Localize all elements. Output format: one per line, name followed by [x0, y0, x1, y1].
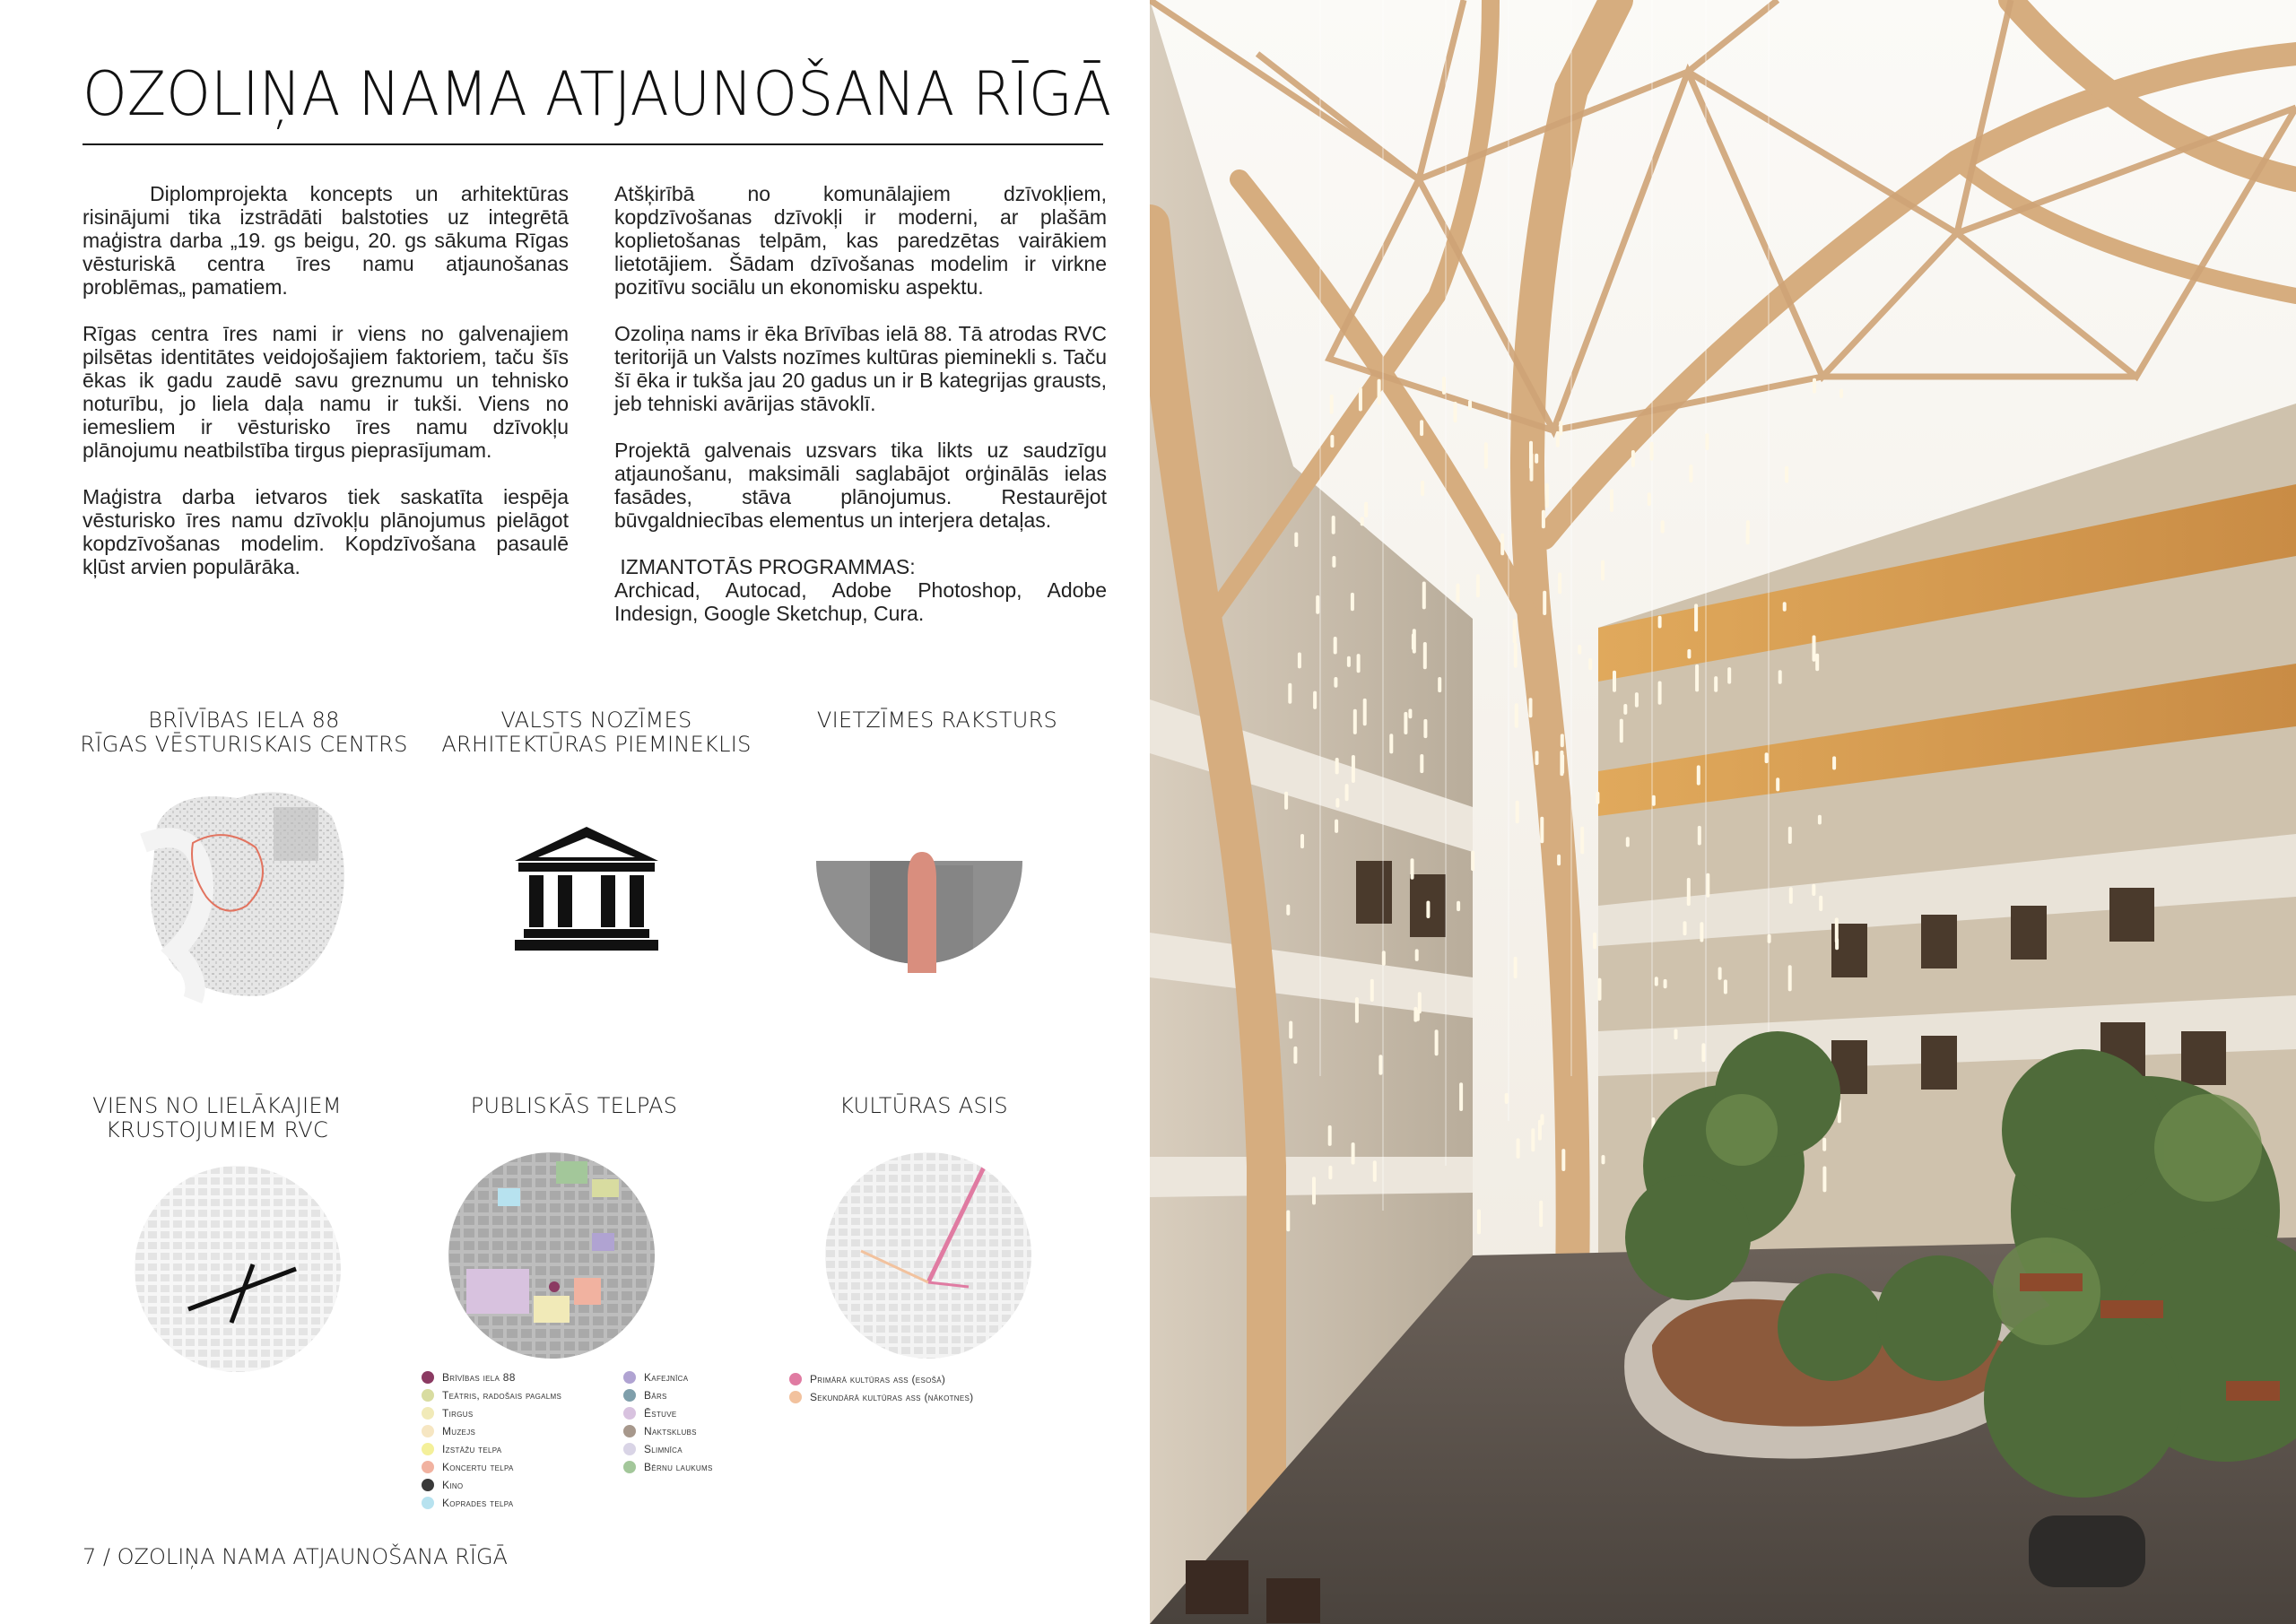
hanging-light	[1687, 878, 1691, 906]
hanging-light	[1330, 395, 1334, 414]
atrium-render-image	[1150, 0, 2296, 1624]
hanging-light	[1373, 1160, 1377, 1182]
hanging-light	[1352, 755, 1355, 783]
legend-swatch	[422, 1443, 434, 1455]
hanging-light	[1514, 957, 1518, 978]
hanging-light	[1746, 529, 1750, 545]
hanging-light	[1286, 1211, 1290, 1232]
hanging-light	[1335, 758, 1339, 774]
hanging-light	[1471, 851, 1474, 872]
hanging-light	[1822, 1167, 1826, 1193]
legend-swatch	[623, 1407, 636, 1420]
hanging-light	[1601, 560, 1605, 581]
hanging-light	[1543, 591, 1546, 615]
legend-item	[422, 1368, 561, 1386]
paragraph: Projektā galvenais uzsvars tika likts uz saudzīgu atjaunošanu, maksimāli saglabājot orģinālās ielas fasādes, stāva plānojumus. Restaurējot būvgaldniecības elementus un interjera detaļas.	[614, 439, 1107, 532]
legend-swatch	[623, 1371, 636, 1384]
legend-swatch	[623, 1443, 636, 1455]
text-column-right	[614, 182, 1107, 625]
hanging-light	[1515, 703, 1518, 727]
hanging-light	[1531, 1128, 1535, 1151]
legend-item	[623, 1386, 713, 1404]
hanging-light	[1655, 977, 1658, 986]
hanging-light	[1714, 676, 1718, 692]
hanging-light	[1389, 734, 1393, 753]
legend-item	[422, 1404, 561, 1422]
legend-label: Naktsklubs	[644, 1425, 697, 1437]
hanging-light	[1695, 664, 1699, 692]
hanging-light	[1298, 653, 1301, 669]
hanging-light	[1839, 389, 1843, 399]
hanging-light	[1706, 873, 1709, 898]
caption-monument: VALSTS NOZĪMES ARHITEKTŪRAS PIEMINEKLIS	[441, 708, 752, 757]
hanging-light	[1335, 798, 1339, 808]
hanging-light	[1694, 604, 1698, 631]
legend-culture	[789, 1370, 973, 1406]
hanging-light	[1623, 704, 1627, 715]
historic-centre-map	[139, 771, 354, 1004]
legend-item	[422, 1476, 561, 1494]
legend-item	[623, 1404, 713, 1422]
hanging-light	[1598, 978, 1602, 1001]
hanging-light	[1468, 400, 1472, 410]
hanging-light	[1421, 481, 1424, 496]
hanging-light	[1361, 517, 1364, 525]
legend-public-right	[623, 1368, 713, 1476]
paragraph: Ozoliņa nams ir ēka Brīvības ielā 88. Tā atrodas RVC teritorijā un Valsts nozīmes kultūras pieminekli s. Taču šī ēka ir tukša jau 20 gadus un ir B kategrijas grausts, jeb tehniski avārijas stāvoklī.	[614, 322, 1107, 415]
hanging-light	[1313, 691, 1317, 709]
hanging-light	[1540, 817, 1544, 844]
hanging-light	[1359, 387, 1362, 411]
legend-item	[623, 1458, 713, 1476]
hanging-light	[1476, 574, 1480, 597]
hanging-light	[1345, 784, 1349, 801]
hanging-light	[1500, 534, 1504, 556]
hanging-light	[1626, 837, 1630, 847]
hanging-light	[1330, 435, 1334, 447]
hanging-light	[1422, 582, 1426, 610]
hanging-light	[1529, 441, 1533, 469]
paragraph: Diplomprojekta koncepts un arhitektūras risinājumi tika izstrādāti balstoties uz integrētā maģistra darba „19. gs beigu, 20. gs sākuma Rīgas vēsturiskā centra īres namu atjaunošanas problēmas„ pamatiem.	[83, 182, 569, 299]
legend-item	[789, 1388, 973, 1406]
hanging-light	[1438, 677, 1441, 692]
legend-item	[422, 1422, 561, 1440]
hanging-light	[1813, 635, 1816, 661]
title-underline	[83, 143, 1103, 145]
legend-swatch	[623, 1425, 636, 1437]
hanging-light	[1404, 712, 1407, 734]
hanging-light	[1727, 667, 1731, 684]
legend-swatch	[789, 1373, 802, 1385]
hanging-light	[1535, 751, 1539, 765]
hanging-light	[1382, 951, 1386, 966]
legend-swatch	[623, 1461, 636, 1473]
hanging-light	[1602, 1155, 1605, 1164]
legend-swatch	[422, 1497, 434, 1509]
hanging-light	[1819, 896, 1822, 911]
hanging-light	[1505, 1093, 1509, 1104]
paragraph: Maģistra darba ietvaros tiek saskatīta iespēja vēsturisko īres namu dzīvokļu plānojumus pielāgot kopdzīvošanas modelim. Kopdzīvošana pasaulē kļūst arvien populārāka.	[83, 485, 569, 578]
hanging-light	[1788, 827, 1792, 844]
hanging-light	[1658, 616, 1662, 629]
hanging-light	[1539, 1201, 1543, 1228]
legend-swatch	[422, 1389, 434, 1402]
hanging-light	[1484, 442, 1488, 468]
hanging-light	[1746, 520, 1750, 530]
hanging-light	[1705, 433, 1709, 450]
hanging-light	[1813, 378, 1816, 394]
hanging-light	[1785, 466, 1788, 483]
hanging-light	[1454, 402, 1457, 422]
hanging-light	[1687, 649, 1691, 659]
hanging-light	[1701, 1043, 1705, 1062]
hanging-light	[1588, 658, 1592, 670]
hanging-light	[1363, 699, 1367, 725]
hanging-light	[1378, 1055, 1382, 1075]
hanging-light	[1408, 709, 1412, 719]
legend-label: Muzejs	[442, 1425, 476, 1437]
hanging-light	[1412, 633, 1415, 650]
legend-label: Bārs	[644, 1389, 667, 1402]
hanging-light	[1332, 556, 1335, 568]
hanging-light	[1353, 709, 1357, 734]
text-column-left	[83, 182, 569, 602]
hanging-light	[1664, 979, 1667, 988]
hanging-light	[1420, 420, 1423, 436]
hanging-light	[1776, 777, 1779, 791]
hanging-light	[1698, 826, 1701, 846]
legend-label: Kafejnīca	[644, 1371, 689, 1384]
hanging-light	[1332, 516, 1335, 534]
hanging-light	[1457, 901, 1460, 911]
hanging-light	[1378, 379, 1381, 405]
hanging-light	[1517, 1138, 1520, 1159]
hanging-light	[1559, 421, 1562, 435]
hanging-light	[1352, 1142, 1355, 1165]
legend-label: Ēstuve	[644, 1407, 677, 1420]
hanging-light	[1556, 431, 1560, 447]
hanging-light	[1423, 642, 1427, 669]
hanging-light	[1620, 719, 1623, 743]
hanging-light	[1529, 698, 1533, 717]
page-title: OZOLIŅA NAMA ATJAUNOŠANA RĪGĀ	[83, 59, 1112, 130]
culture-axes-map	[825, 1152, 1031, 1359]
hanging-light	[1328, 1125, 1332, 1146]
hanging-light	[1364, 502, 1368, 517]
legend-item	[422, 1458, 561, 1476]
hanging-light	[1789, 887, 1793, 904]
legend-label: Tirgus	[442, 1407, 474, 1420]
legend-label: Koprades telpa	[442, 1497, 514, 1509]
legend-swatch	[422, 1461, 434, 1473]
legend-item	[623, 1422, 713, 1440]
hanging-light	[1557, 855, 1561, 866]
crossroad-map	[135, 1166, 341, 1372]
hanging-light	[1648, 492, 1651, 506]
hanging-light	[1289, 1021, 1292, 1039]
programs-label: IZMANTOTĀS PROGRAMMAS:	[614, 555, 916, 578]
caption-culture-axes: KULTŪRAS ASIS	[839, 1093, 1008, 1118]
hanging-light	[1357, 654, 1361, 673]
hanging-light	[1477, 1210, 1481, 1235]
caption-public-spaces: PUBLISKĀS TELPAS	[470, 1093, 678, 1118]
hanging-light	[1652, 795, 1656, 806]
legend-label: Koncertu telpa	[442, 1461, 514, 1473]
hanging-light	[1765, 752, 1769, 763]
hanging-light	[1822, 1138, 1826, 1151]
hanging-light	[1418, 992, 1422, 1013]
hanging-light	[1545, 483, 1549, 508]
legend-label: Teātris, radošais pagalms	[442, 1389, 562, 1402]
hanging-light	[1542, 510, 1545, 529]
classical-temple-icon	[513, 825, 660, 952]
hanging-light	[1596, 792, 1599, 804]
hanging-light	[1514, 643, 1518, 668]
hanging-light	[1420, 754, 1423, 773]
hanging-light	[1415, 949, 1419, 961]
hanging-light	[1516, 801, 1519, 824]
public-spaces-map	[448, 1152, 655, 1359]
building-silhouette-icon	[816, 847, 1022, 1009]
hanging-light	[1635, 692, 1639, 708]
hanging-light	[1661, 520, 1665, 533]
programs-list: Archicad, Autocad, Adobe Photoshop, Adobe Indesign, Google Sketchup, Cura.	[614, 578, 1107, 625]
hanging-light	[1580, 827, 1584, 855]
hanging-light	[1593, 933, 1596, 950]
page-footer: 7 / OZOLIŅA NAMA ATJAUNOŠANA RĪGĀ	[83, 1544, 508, 1569]
hanging-light	[1835, 938, 1839, 950]
hanging-light	[1815, 654, 1819, 672]
hanging-light	[1435, 1029, 1439, 1055]
hanging-light	[1334, 637, 1337, 655]
hanging-light	[1832, 756, 1836, 769]
legend-item	[422, 1440, 561, 1458]
hanging-light	[1812, 884, 1815, 896]
hanging-light	[1724, 979, 1727, 994]
paragraph: Atšķirībā no komunālajiem dzīvokļiem, kopdzīvošanas dzīvokļi ir moderni, ar plašām koplietošanas telpām, kas paredzētas vairākiem lietotājiem. Šādam dzīvošanas modelim ir virkne pozitīvu sociālu un ekonomisku aspektu.	[614, 182, 1107, 299]
hanging-light	[1423, 719, 1427, 738]
hanging-light	[1610, 489, 1613, 512]
hanging-light	[1284, 792, 1288, 810]
hanging-light	[1351, 593, 1354, 611]
hanging-light	[1457, 584, 1460, 604]
hanging-light	[1288, 683, 1292, 704]
hanging-light	[1312, 1177, 1316, 1204]
legend-label: Izstāžu telpa	[442, 1443, 502, 1455]
hanging-light	[1426, 901, 1430, 919]
hanging-light	[1700, 922, 1703, 942]
legend-item	[623, 1368, 713, 1386]
hanging-light	[1413, 1007, 1417, 1022]
hanging-light	[1561, 754, 1564, 774]
legend-label: Brīvības iela 88	[442, 1371, 516, 1384]
hanging-light	[1334, 677, 1337, 688]
legend-public-left	[422, 1368, 561, 1512]
legend-swatch	[789, 1391, 802, 1403]
legend-label: Primārā kultūras ass (esošā)	[810, 1373, 946, 1385]
hanging-light	[1286, 905, 1290, 916]
hanging-light	[1513, 619, 1517, 643]
hanging-light	[1658, 682, 1662, 705]
hanging-light	[1300, 834, 1304, 848]
caption-location: BRĪVĪBAS IELA 88 RĪGAS VĒSTURISKAIS CENTRS	[80, 708, 408, 757]
hanging-light	[1459, 1082, 1463, 1111]
hanging-light	[1674, 1029, 1678, 1040]
legend-swatch	[422, 1479, 434, 1491]
hanging-light	[1650, 442, 1654, 461]
hanging-light	[1541, 1114, 1544, 1125]
hanging-light	[1578, 645, 1581, 655]
hanging-light	[1355, 997, 1359, 1023]
hanging-light	[1783, 602, 1787, 612]
hanging-light	[1535, 454, 1538, 464]
legend-swatch	[623, 1389, 636, 1402]
caption-landmark: VIETZĪMES RAKSTURS	[816, 708, 1058, 733]
hanging-light	[1561, 734, 1564, 747]
legend-label: Bērnu laukums	[644, 1461, 713, 1473]
hanging-light	[1779, 670, 1782, 684]
hanging-light	[1294, 533, 1298, 548]
hanging-light	[1328, 1166, 1332, 1179]
hanging-light	[1697, 765, 1700, 785]
hanging-light	[1818, 815, 1822, 825]
hanging-light	[1689, 465, 1692, 482]
legend-item	[623, 1440, 713, 1458]
hanging-light	[1558, 572, 1561, 594]
legend-label: Slimnīca	[644, 1443, 683, 1455]
hanging-light	[1613, 671, 1616, 692]
hanging-light	[1442, 377, 1446, 395]
hanging-light	[1411, 858, 1414, 879]
hanging-light	[1718, 967, 1722, 979]
hanging-light	[1631, 450, 1635, 467]
legend-label: Sekundārā kultūras ass (nākotnes)	[810, 1391, 974, 1403]
legend-item	[422, 1386, 561, 1404]
legend-label: Kino	[442, 1479, 464, 1491]
legend-item	[789, 1370, 973, 1388]
hanging-light	[1293, 1046, 1297, 1064]
legend-swatch	[422, 1407, 434, 1420]
hanging-light	[1683, 921, 1687, 935]
hanging-light	[1788, 965, 1792, 991]
hanging-light	[1347, 656, 1351, 667]
legend-swatch	[422, 1371, 434, 1384]
hanging-light	[1335, 820, 1338, 833]
hanging-light	[1561, 1149, 1565, 1171]
legend-item	[422, 1494, 561, 1512]
hanging-light	[1370, 979, 1374, 1002]
caption-crossroad: VIENS NO LIELĀKAJIEM KRUSTOJUMIEM RVC	[92, 1093, 342, 1142]
hanging-light	[1316, 595, 1319, 614]
hanging-light	[1768, 934, 1771, 943]
paragraph: Rīgas centra īres nami ir viens no galvenajiem pilsētas identitātes veidojošajiem faktoriem, taču šīs ēkas ik gadu zaudē savu greznumu un tehnisko noturību, jo liela daļa namu ir tukši. Viens no iemesliem ir vēsturisko īres namu dzīvokļu plānojumu neatbilstība tirgus pieprasījumam.	[83, 322, 569, 462]
legend-swatch	[422, 1425, 434, 1437]
